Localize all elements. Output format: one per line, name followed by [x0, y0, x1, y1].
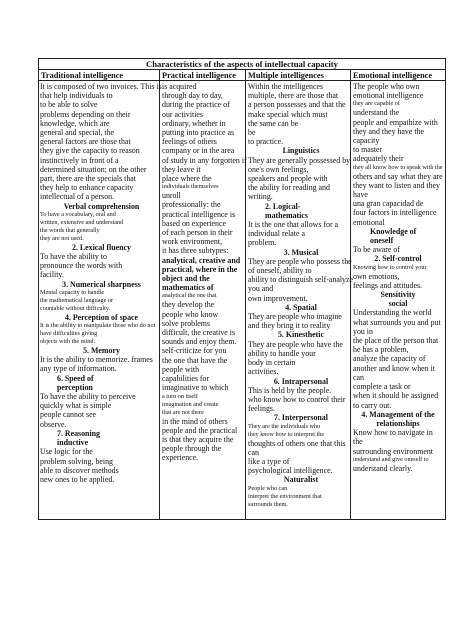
section-heading: 6. Speed of perception — [57, 373, 94, 392]
paragraph-text: own emotions, feelings and attitudes. — [353, 271, 423, 290]
table-title: Characteristics of the aspects of intellectual capacity — [39, 59, 445, 70]
section-heading: 4. Perception of space — [64, 312, 139, 322]
section-heading: 5. Kinesthetic — [277, 330, 325, 340]
section-heading: analytical, creative and practical, where in the object and the mathematics of — [162, 255, 241, 293]
paragraph-text: a turn on itself — [162, 392, 198, 400]
section-heading: Naturalist — [283, 475, 319, 485]
paragraph-text: they all know how to speak with the — [353, 163, 443, 171]
intelligence-table — [38, 58, 446, 520]
paragraph-text: that help individuals to to be able to solve problems depending on their knowledge, which are general and special, the general factors are those that they give the capacity to reason instinctively in front of a determined situation; on the other part, there are the specials that they help to enhance capacity intellectual of a person. — [40, 91, 147, 202]
section-heading: Sensitivity social — [380, 290, 416, 309]
section-heading: 7. Reasoning inductive — [57, 428, 100, 448]
header-traditional: Traditional intelligence — [39, 70, 160, 81]
paragraph-text: is acquired through day to day, during the practice of our activities ordinary, whether in putting into practice as feelings of others company or in the area of study in any forgotten if they leave it place where the — [162, 82, 247, 184]
paragraph-text: individuals themselves — [162, 183, 219, 191]
paragraph-text: they are capable of — [353, 100, 400, 108]
paragraph-text: Within the intelligences multiple, there are those that a person possesses and that the make special which must the same can be be — [248, 82, 346, 138]
paragraph-text: To have the ability to perceive quickly what is simple people cannot see observe. — [40, 392, 136, 429]
section-heading: 6. Intrapersonal — [273, 376, 329, 386]
section-heading: Verbal comprehension — [63, 201, 140, 211]
header-emotional: Emotional intelligence — [351, 70, 445, 81]
paragraph-text: to practice. — [248, 137, 284, 147]
section-heading: 3. Musical — [283, 247, 319, 257]
paragraph-text: understand clearly. — [353, 463, 413, 473]
column-multiple — [247, 82, 355, 519]
paragraph-text: others and say what they are they want to listen and they have una gran capacidad de four factors in intelligence emotional — [353, 171, 443, 227]
paragraph-text: The people who own emotional intelligence — [353, 82, 424, 101]
paragraph-text: they develop the people who know solve problems difficult, the creative is sounds and enjoy them. self-criticize for you the one that have the people with capabilities for imaginative to which — [162, 300, 237, 393]
paragraph-text: They are people who imagine and they bring it to reality — [248, 312, 342, 331]
paragraph-text: analytical the one that — [162, 292, 217, 300]
paragraph-text: To have the ability to pronounce the words with facility. — [40, 252, 123, 280]
column-practical — [161, 82, 251, 519]
paragraph-text: It is the one that allows for a individual relate a problem. — [248, 220, 339, 248]
section-heading: 2. Lexical fluency — [72, 242, 131, 252]
paragraph-text: Understanding the world what surrounds you and put you in the place of the person that he has a problem, analyze the capacity of another and know when it can complete a task or when it should be assigned to carry out. — [353, 308, 441, 410]
section-heading: 2. Self-control — [374, 254, 422, 264]
section-heading: Knowledge of oneself — [370, 226, 417, 246]
paragraph-text: Knowing how to control your — [353, 263, 427, 271]
column-emotional — [352, 82, 444, 519]
paragraph-text: It is the ability to memorize. frames any type of information. — [40, 355, 153, 374]
paragraph-text: Use logic for the problem solving, being able to discover methods new ones to be applied. — [40, 447, 119, 484]
column-traditional — [39, 82, 164, 519]
section-heading: 5. Memory — [83, 346, 120, 356]
paragraph-text: They are people who possess the of oneself, ability to ability to distinguish self-analyze you and — [248, 256, 353, 294]
paragraph-text: They are generally possessed by one's own feelings, — [248, 155, 351, 174]
section-heading: Linguistics — [282, 146, 320, 156]
paragraph-text: It is the ability to manipulate those who do not have difficulties giving objects with the mind. — [40, 322, 156, 346]
section-heading: 2. Logical- mathematics — [265, 201, 308, 220]
paragraph-text: unroll professionally: the practical intelligence is based on experience of each person in their work environment, it has three subtypes: — [162, 191, 236, 256]
paragraph-text: To have a vocabulary, oral and written, extensive and understand the words that generally they are not used. — [40, 210, 124, 242]
paragraph-text: own improvement. — [248, 293, 308, 303]
section-heading: 7. Interpersonal — [274, 413, 328, 423]
paragraph-text: They are the individuals who they know how to interpret the — [248, 422, 325, 438]
paragraph-text: imagination and create — [162, 400, 219, 408]
paragraph-text: understand the people and empathize with they and they have the capacity to master adequately their — [353, 108, 438, 164]
paragraph-text: They are people who have the ability to handle your body in certain activities. — [248, 339, 343, 377]
header-multiple: Multiple intelligences — [246, 70, 351, 81]
header-practical: Practical intelligence — [160, 70, 246, 81]
section-heading: 3. Numerical sharpness — [62, 279, 141, 289]
paragraph-text: Know how to navigate in the surrounding environment — [353, 428, 433, 456]
paragraph-text: It is composed of two invoices. This is — [40, 82, 162, 91]
paragraph-text: speakers and people with the ability for reading and writing. — [248, 174, 330, 202]
paragraph-text: Mental capacity to handle the mathematical language or countable without difficulty. — [40, 288, 114, 312]
paragraph-text: thoughts of others one that this can like a type of psychological intelligence. — [248, 438, 346, 476]
paragraph-text: To be aware of — [353, 245, 400, 255]
paragraph-text: understand and give oneself to — [353, 455, 429, 463]
paragraph-text: This is held by the people. who know how to control their feelings. — [248, 385, 346, 414]
paragraph-text: that are not there — [162, 408, 204, 416]
paragraph-text: in the mind of others people and the practical is that they acquire the people through the experience. — [162, 416, 238, 463]
section-heading: 4. Management of the relationships — [361, 409, 435, 428]
paragraph-text: People who can interpret the environment that surrounds them. — [248, 484, 322, 508]
section-heading: 4. Spatial — [285, 302, 317, 312]
